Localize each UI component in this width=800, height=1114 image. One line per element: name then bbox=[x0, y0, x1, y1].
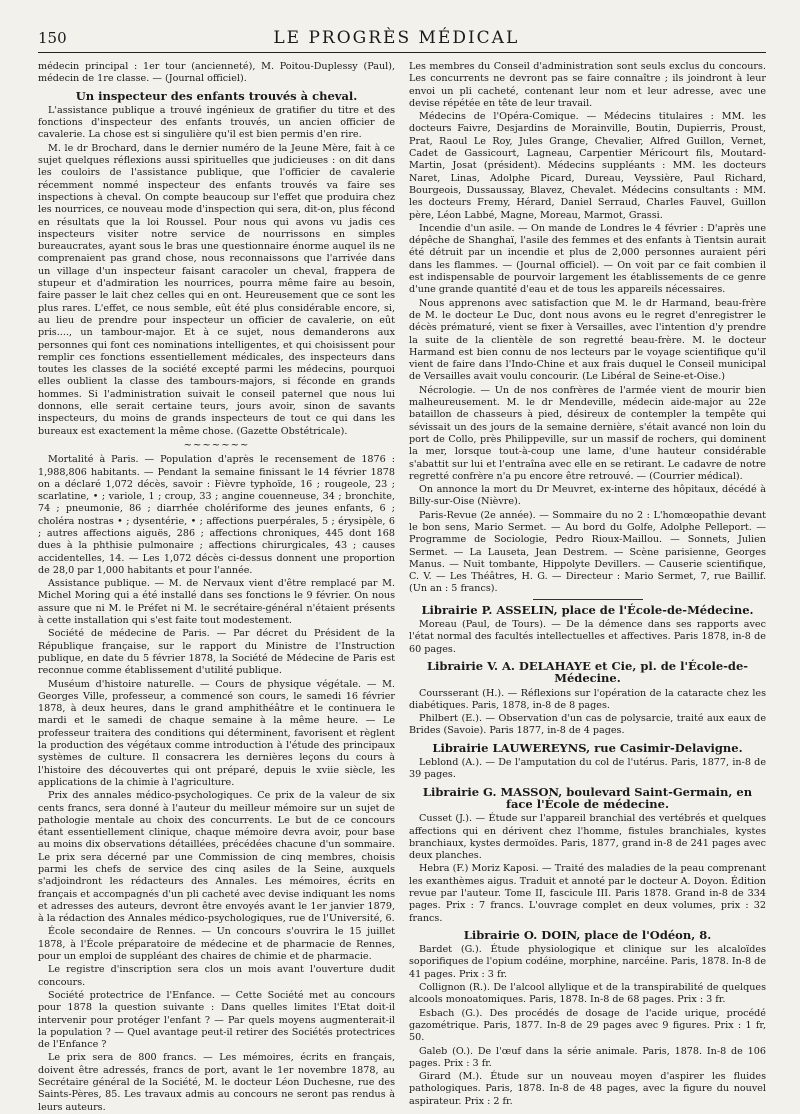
news-item: Mortalité à Paris. — Population d'après le recensement de 1876 : 1,988,806 habitants. — Pendant la semaine finissant le 14 février 1878 on a déclaré 1,072 décès, savoir : Fièvre typhoïde, 16 ; rougeole, 23 ; scarlatine, • ; variole, 1 ; croup, 33 ; angine couenneuse, 34 ; bronchite, 74 ; pneumonie, 86 ; diarrhée cholériforme des jeunes enfants, 6 ; choléra nostras • ; dysentérie, • ; affections puerpérales, 5 ; érysipèle, 6 ; autres affections aiguës, 286 ; affections chroniques, 445 dont 168 dues à la phthisie pulmonaire ; affections chirurgicales, 43 ; causes accidentelles, 14. — Les 1,072 décès ci-dessus donnent une proportion de 28,0 par 1,000 habitants et pour l'année. bbox=[38, 454, 395, 576]
journal-title: LE PROGRÈS MÉDICAL bbox=[273, 28, 520, 48]
book-entry: Leblond (A.). — De l'amputation du col de l'utérus. Paris, 1877, in-8 de 39 pages. bbox=[409, 757, 766, 781]
news-item: Société protectrice de l'Enfance. — Cette Société met au concours pour 1878 la question suivante : Dans quelles limites l'Etat doit-il intervenir pour protéger l'enfant ? — Par quels moyens augmenterait-il la population ? — Quel avantage peut-il retirer des Sociétés protectrices de l'Enfance ? bbox=[38, 989, 395, 1051]
bookshop-heading: Librairie O. DOIN, place de l'Odéon, 8. bbox=[463, 927, 712, 942]
news-item: Prix des annales médico-psychologiques. Ce prix de la valeur de six cents francs, sera donné à l'auteur du meilleur mémoire sur un sujet de pathologie mentale au choix des concurrents. Le but de ce concours étant essentiellement clinique, chaque mémoire devra avoir, pour base au moins dix observations détaillées, précédées chacune d'un sommaire. Le prix sera décerné par une Commission de cinq membres, choisis parmi les chefs de service des cinq asiles de la Seine, auxquels s'adjoindront les rédacteurs des Annales. Les mémoires, écrits en français et accompagnés d'un pli cacheté avec devise indiquant les noms et adresses des auteurs, devront être envoyés avant le 1er janvier 1879, à la rédaction des Annales médico-psychologiques, rue de l'Université, 6. bbox=[38, 790, 395, 925]
book-entry: Bardet (G.). Étude physiologique et clinique sur les alcaloïdes soporifiques de l'opium codéine, morphine, narcéine. Paris, 1878. In-8 de 41 pages. Prix : 3 fr. bbox=[409, 944, 766, 980]
news-item: Incendie d'un asile. — On mande de Londres le 4 février : D'après une dépêche de Shanghaï, l'asile des femmes et des enfants à Tientsin aurait été détruit par un incendie et plus de 2,000 personnes auraient péri dans les flammes. — (Journal officiel). — On voit par ce fait combien il est indispensable de pourvoir largement les établissements de ce genre d'une grande quantité d'eau et de tous les appareils nécessaires. bbox=[409, 222, 766, 296]
book-entry: Cusset (J.). — Étude sur l'appareil branchial des vertébrés et quelques affections qui en dérivent chez l'homme, fistules branchiales, kystes branchiaux, kystes dermoïdes. Paris, 1877, grand in-8 de 241 pages avec deux planches. bbox=[409, 813, 766, 862]
news-item: On annonce la mort du Dr Meuvret, ex-interne des hôpitaux, décédé à Billy-sur-Oise (Nièvre). bbox=[409, 484, 766, 508]
page-number: 150 bbox=[38, 29, 67, 47]
news-item: Les membres du Conseil d'administration sont seuls exclus du concours. Les concurrents ne devront pas se faire connaître ; ils joindront à leur envoi un pli cacheté, contenant leur nom et leur adresse, avec une devise répétée en tête de leur travail. bbox=[409, 61, 766, 109]
news-item: Le registre d'inscription sera clos un mois avant l'ouverture dudit concours. bbox=[38, 964, 395, 988]
news-item: Nécrologie. — Un de nos confrères de l'armée vient de mourir bien malheureusement. M. le dr Mendeville, médecin aide-major au 22e bataillon de chasseurs à pied, désireux de contempler la tempête qui sévissait un des jours de la semaine dernière, s'était avancé non loin du port de Collo, près Philippeville, sur un massif de rochers, qui dominent la mer, lorsque tout-à-coup une lame, d'une hauteur considérable s'abattit sur lui et l'entraîna avec elle en se retirant. Le cadavre de notre regretté confrère n'a pu encore être retrouvé. — (Courrier médical). bbox=[409, 384, 766, 482]
page-header bbox=[38, 28, 766, 53]
book-entry: Collignon (R.). De l'alcool allylique et de la transpirabilité de quelques alcools monoatomiques. Paris, 1878. In-8 de 68 pages. Prix : 3 fr. bbox=[409, 982, 766, 1006]
book-entry: Coursserant (H.). — Réflexions sur l'opération de la cataracte chez les diabétiques. Paris, 1878, in-8 de 8 pages. bbox=[409, 687, 766, 711]
bookshop-heading: Librairie V. A. DELAHAYE et Cie, pl. de l'École-de-Médecine. bbox=[426, 658, 749, 686]
bookshop-heading: Librairie LAUWEREYNS, rue Casimir-Delavigne. bbox=[432, 740, 743, 755]
left-column bbox=[38, 61, 395, 1113]
divider bbox=[533, 599, 643, 600]
book-entry: Moreau (Paul, de Tours). — De la démence dans ses rapports avec l'état normal des facultés intellectuelles et affectives. Paris 1878, in-8 de 60 pages. bbox=[409, 619, 766, 655]
article-heading: Un inspecteur des enfants trouvés à cheval. bbox=[75, 88, 358, 103]
article-paragraph: L'assistance publique a trouvé ingénieux de gratifier du titre et des fonctions d'inspecteur des enfants trouvés, un ancien officier de cavalerie. La chose est si singulière qu'il est bien permis d'en rire. bbox=[38, 104, 395, 141]
book-entry: Hebra (F.) Moriz Kaposi. — Traité des maladies de la peau comprenant les exanthèmes aigus. Traduit et annoté par le docteur A. Doyon. Édition revue par l'auteur. Tome II, fascicule III. Paris 1878. Grand in-8 de 334 pages. Prix : 7 francs. L'ouvrage complet en deux volumes, prix : 32 francs. bbox=[409, 863, 766, 924]
news-item: Société de médecine de Paris. — Par décret du Président de la République française, sur le rapport du Ministre de l'Instruction publique, en date du 5 février 1878, la Société de Médecine de Paris est reconnue comme établissement d'utilité publique. bbox=[38, 628, 395, 677]
news-item: Nous apprenons avec satisfaction que M. le dr Harmand, beau-frère de M. le docteur Le Duc, dont nous avons eu le regret d'enregistrer le décès prématuré, vient se fixer à Versailles, avec l'intention d'y prendre la suite de la clientèle de son regretté beau-frère. M. le docteur Harmand est bien connu de nos lecteurs par le voyage scientifique qu'il vient de faire dans l'Indo-Chine et aux frais duquel le Conseil municipal de Versailles avait voulu concourir. (Le Libéral de Seine-et-Oise.) bbox=[409, 297, 766, 383]
news-item: Paris-Revue (2e année). — Sommaire du no 2 : L'homœopathie devant le bon sens, Mario Sermet. — Au bord du Golfe, Adolphe Pelleport. — Programme de Sociologie, Pedro Rioux-Maillou. — Sonnets, Julien Sermet. — La Lauseta, Jean Destrem. — Scène parisienne, Georges Manus. — Nuit tombante, Hippolyte Devillers. — Causerie scientifique, C. V. — Les Théâtres, H. G. — Directeur : Mario Sermet, 7, rue Baillif. (Un an : 5 francs). bbox=[409, 509, 766, 595]
news-item: École secondaire de Rennes. — Un concours s'ouvrira le 15 juillet 1878, à l'École préparatoire de médecine et de pharmacie de Rennes, pour un emploi de suppléant des chaires de chimie et de pharmacie. bbox=[38, 926, 395, 963]
book-entry: Girard (M.). Étude sur un nouveau moyen d'aspirer les fluides pathologiques. Paris, 1878. In-8 de 48 pages, avec la figure du nouvel aspirateur. Prix : 2 fr. bbox=[409, 1071, 766, 1107]
news-item: Médecins de l'Opéra-Comique. — Médecins titulaires : MM. les docteurs Faivre, Desjardins de Morainville, Boutin, Dupierris, Proust, Prat, Raoul Le Roy, Jules Grange, Chevalier, Alfred Guillon, Vernet, Cadet de Gassicourt, Lagneau, Carpentier Méricourt fils, Moutard-Martin, Josat (président). Médecins suppléants : MM. les docteurs Naret, Linas, Adolphe Picard, Dureau, Veyssière, Paul Richard, Bourgeois, Dussaussay, Blavez, Chevalet. Médecins consultants : MM. les docteurs Fremy, Hérard, Daniel Serraud, Charles Fauvel, Guillon père, Léon Labbé, Magne, Moreau, Marmot, Grassi. bbox=[409, 111, 766, 221]
bookshop-heading: Librairie G. MASSON, boulevard Saint-Germain, en face l'École de médecine. bbox=[422, 784, 753, 811]
news-item: Assistance publique. — M. de Nervaux vient d'être remplacé par M. Michel Moring qui a été installé dans ses fonctions le 9 février. On nous assure que ni M. le Préfet ni M. le secrétaire-général n'étaient présents à cette installation qui s'est faite tout modestement. bbox=[38, 578, 395, 627]
section-separator: ~~~~~~~ bbox=[183, 439, 250, 451]
book-entry: Esbach (G.). Des procédés de dosage de l'acide urique, procédé gazométrique. Paris, 1877. In-8 de 29 pages avec 9 figures. Prix : 1 fr, 50. bbox=[409, 1007, 766, 1044]
right-column bbox=[409, 61, 766, 1107]
article-paragraph: médecin principal : 1er tour (ancienneté), M. Poitou-Duplessy (Paul), médecin de 1re classe. — (Journal officiel). bbox=[38, 61, 395, 85]
news-item: Le prix sera de 800 francs. — Les mémoires, écrits en français, doivent être adressés, francs de port, avant le 1er novembre 1878, au Secrétaire général de la Société, M. le docteur Léon Duchesne, rue des Saints-Pères, 85. Les travaux admis au concours ne seront pas rendus à leurs auteurs. bbox=[38, 1052, 395, 1113]
book-entry: Philbert (E.). — Observation d'un cas de polysarcie, traité aux eaux de Brides (Savoie). Paris 1877, in-8 de 4 pages. bbox=[409, 713, 766, 737]
news-item: Muséum d'histoire naturelle. — Cours de physique végétale. — M. Georges Ville, professeur, a commencé son cours, le samedi 16 février 1878, à deux heures, dans le grand amphithéâtre et le continuera le mardi et le samedi de chaque semaine à la même heure. — Le professeur traitera des conditions qui déterminent, favorisent et règlent la production des végétaux comme introduction à l'étude des principaux systèmes de culture. Il consacrera les dernières leçons du cours à l'histoire des découvertes qui ont préparé, depuis le xviie siècle, les applications de la chimie à l'agriculture. bbox=[38, 678, 395, 788]
book-entry: Galeb (O.). De l'œuf dans la série animale. Paris, 1878. In-8 de 106 pages. Prix : 3 fr. bbox=[409, 1045, 766, 1069]
article-paragraph: M. le dr Brochard, dans le dernier numéro de la Jeune Mère, fait à ce sujet quelques réflexions aussi spirituelles que judicieuses : on dit dans les couloirs de l'assistance publique, que l'officier de cavalerie récemment nommé inspecteur des enfants trouvés va faire ses inspections à cheval. On compte beaucoup sur l'effet que produira chez les nourrices, ce nouveau mode d'inspection qui sera, dit-on, plus fécond en résultats que la loi Roussel. Pour nous qui avons vu jadis ces inspecteurs visiter notre service de nourrissons en simples bureaucrates, ayant sous le bras une questionnaire énorme auquel ils ne comprenaient pas grand chose, nous reconnaissons que l'arrivée dans un village d'un inspecteur faisant caracoler un cheval, frappera de stupeur et d'admiration les nourrices, pourra même faire au besoin, faire passer le lait chez celles qui en ont. Heureusement que ce sont les plus rares. L'effet, ce nous semble, eût été plus considérable encore, si, au lieu de prendre pour inspecteur un officier de cavalerie, on eût pris...., un tambour-major. Et à ce sujet, nous demanderons aux personnes qui font ces nominations intelligentes, et qui choisissent pour remplir ces fonctions essentiellement médicales, des inspecteurs dans toutes les classes de la société excepté parmi les médecins, pourquoi elles oublient la classe des tambours-majors, si féconde en grands hommes. Si l'administration suivait le conseil paternel que nous lui donnons, elle serait certaine teurs, jours avoir, sinon de savants inspecteurs, du moins de grands inspecteurs de tout ce qui dans les bureaux est exactement la même chose. (Gazette Obstétricale). bbox=[38, 142, 395, 437]
bookshop-heading: Librairie P. ASSELIN, place de l'École-de-Médecine. bbox=[421, 602, 754, 617]
